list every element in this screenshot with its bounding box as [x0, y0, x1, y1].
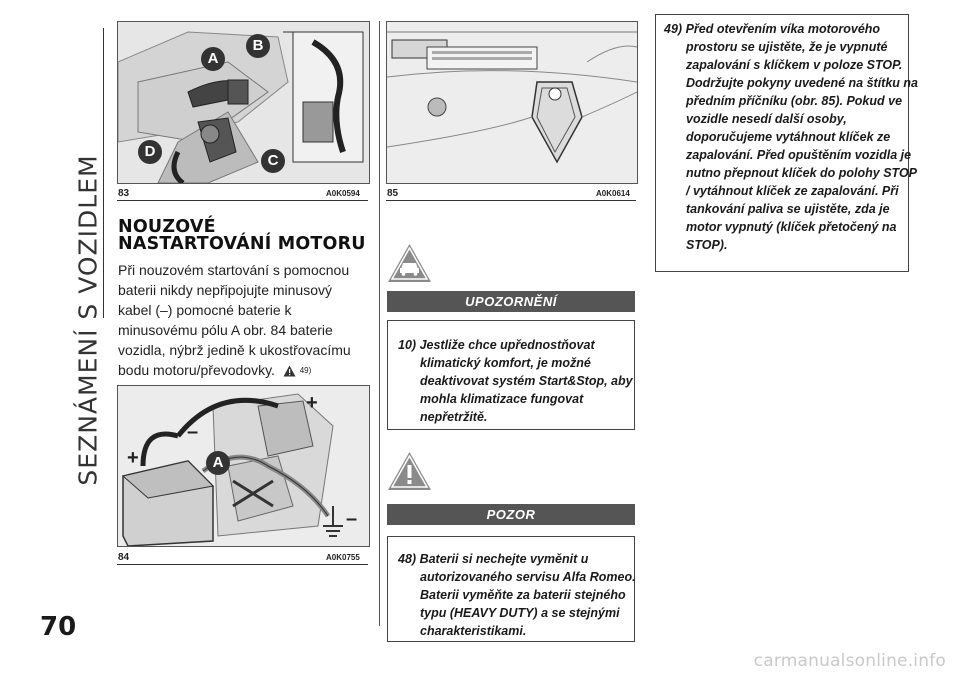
label-a-badge: A	[201, 47, 225, 71]
figure-85-caption-rule	[386, 200, 636, 201]
label-a-badge: A	[206, 451, 230, 475]
figure-84-code: A0K0755	[326, 553, 360, 562]
heading-line-2: NASTARTOVÁNÍ MOTORU	[118, 234, 366, 254]
warning-box	[387, 536, 635, 642]
label-b-badge: B	[246, 34, 270, 58]
minus-sign-right: –	[346, 508, 358, 530]
figure-85-front-label	[386, 21, 638, 184]
exclamation-triangle-icon	[387, 451, 432, 496]
body-footnote-ref: 49)	[299, 366, 312, 375]
body-paragraph: Při nouzovém startování s pomocnou baterii nikdy nepřipojujte minusový kabel (–) pomocné baterie k minusovému pólu A obr. 84 baterie vozidla, nýbrž jedině k ukostřovacímu bodu motoru/převodovky.	[118, 262, 351, 378]
section-side-title: SEZNÁMENÍ S VOZIDLEM	[73, 154, 103, 486]
figure-83-battery-terminal	[117, 21, 370, 184]
plus-sign-right: +	[306, 392, 318, 414]
notice-number: 10)	[398, 338, 417, 352]
notice-body: Jestliže chce upřednostňovat klimatický komfort, je možné deaktivovat systém Start&Stop, aby mohla klimatizace fungovat nepřetržitě.	[419, 338, 633, 424]
label-d-badge: D	[138, 140, 162, 164]
section-heading	[118, 219, 368, 253]
figure-84-jump-start	[117, 385, 370, 547]
figure-84-number: 84	[118, 552, 130, 563]
figure-85-number: 85	[387, 188, 399, 199]
warning-title-bar: POZOR	[387, 504, 635, 525]
watermark: carmanualsonline.info	[753, 651, 946, 671]
figure-83-code: A0K0594	[326, 189, 360, 198]
warning-49-number: 49)	[664, 22, 683, 36]
section-body	[118, 260, 368, 383]
page-number: 70	[40, 612, 77, 642]
notice-box	[387, 320, 635, 430]
column-divider	[379, 21, 380, 626]
notice-title-bar: UPOZORNĚNÍ	[387, 291, 635, 312]
notice-10-text	[398, 336, 642, 426]
car-sliding-icon	[387, 243, 432, 288]
heading-line-1: NOUZOVÉ	[118, 217, 216, 237]
minus-sign-left: –	[187, 421, 199, 443]
warning-48-text	[398, 550, 642, 640]
label-c-badge: C	[261, 149, 285, 173]
side-rule	[103, 28, 104, 318]
warning-number: 48)	[398, 552, 417, 566]
warning-49-body: Před otevřením víka motorového prostoru se ujistěte, že je vypnuté zapalování s klíčkem v poloze STOP. Dodržujte pokyny uvedené na štítku na předním příčníku (obr. 85). Pokud ve vozidle nesedí další osoby, doporučujeme vytáhnout klíček ze zapalování. Před opuštěním vozidla je nutno přepnout klíček do polohy STOP / vytáhnout klíček ze zapalování. Při tankování paliva se ujistěte, zda je motor vypnutý (klíček přetočený na STOP).	[685, 22, 918, 252]
figure-84-caption-rule	[117, 564, 368, 565]
figure-83-number: 83	[118, 188, 130, 199]
plus-sign-left: +	[127, 447, 139, 469]
warning-body: Baterii si nechejte vyměnit u autorizovaného servisu Alfa Romeo. Baterii vyměňte za baterii stejného typu (HEAVY DUTY) a se stejnými charakteristikami.	[419, 552, 636, 638]
warning-small-icon	[283, 362, 296, 382]
warning-49-text	[664, 20, 920, 254]
warning-49-box	[655, 14, 918, 272]
figure-83-caption-rule	[117, 200, 368, 201]
figure-85-code: A0K0614	[596, 189, 630, 198]
